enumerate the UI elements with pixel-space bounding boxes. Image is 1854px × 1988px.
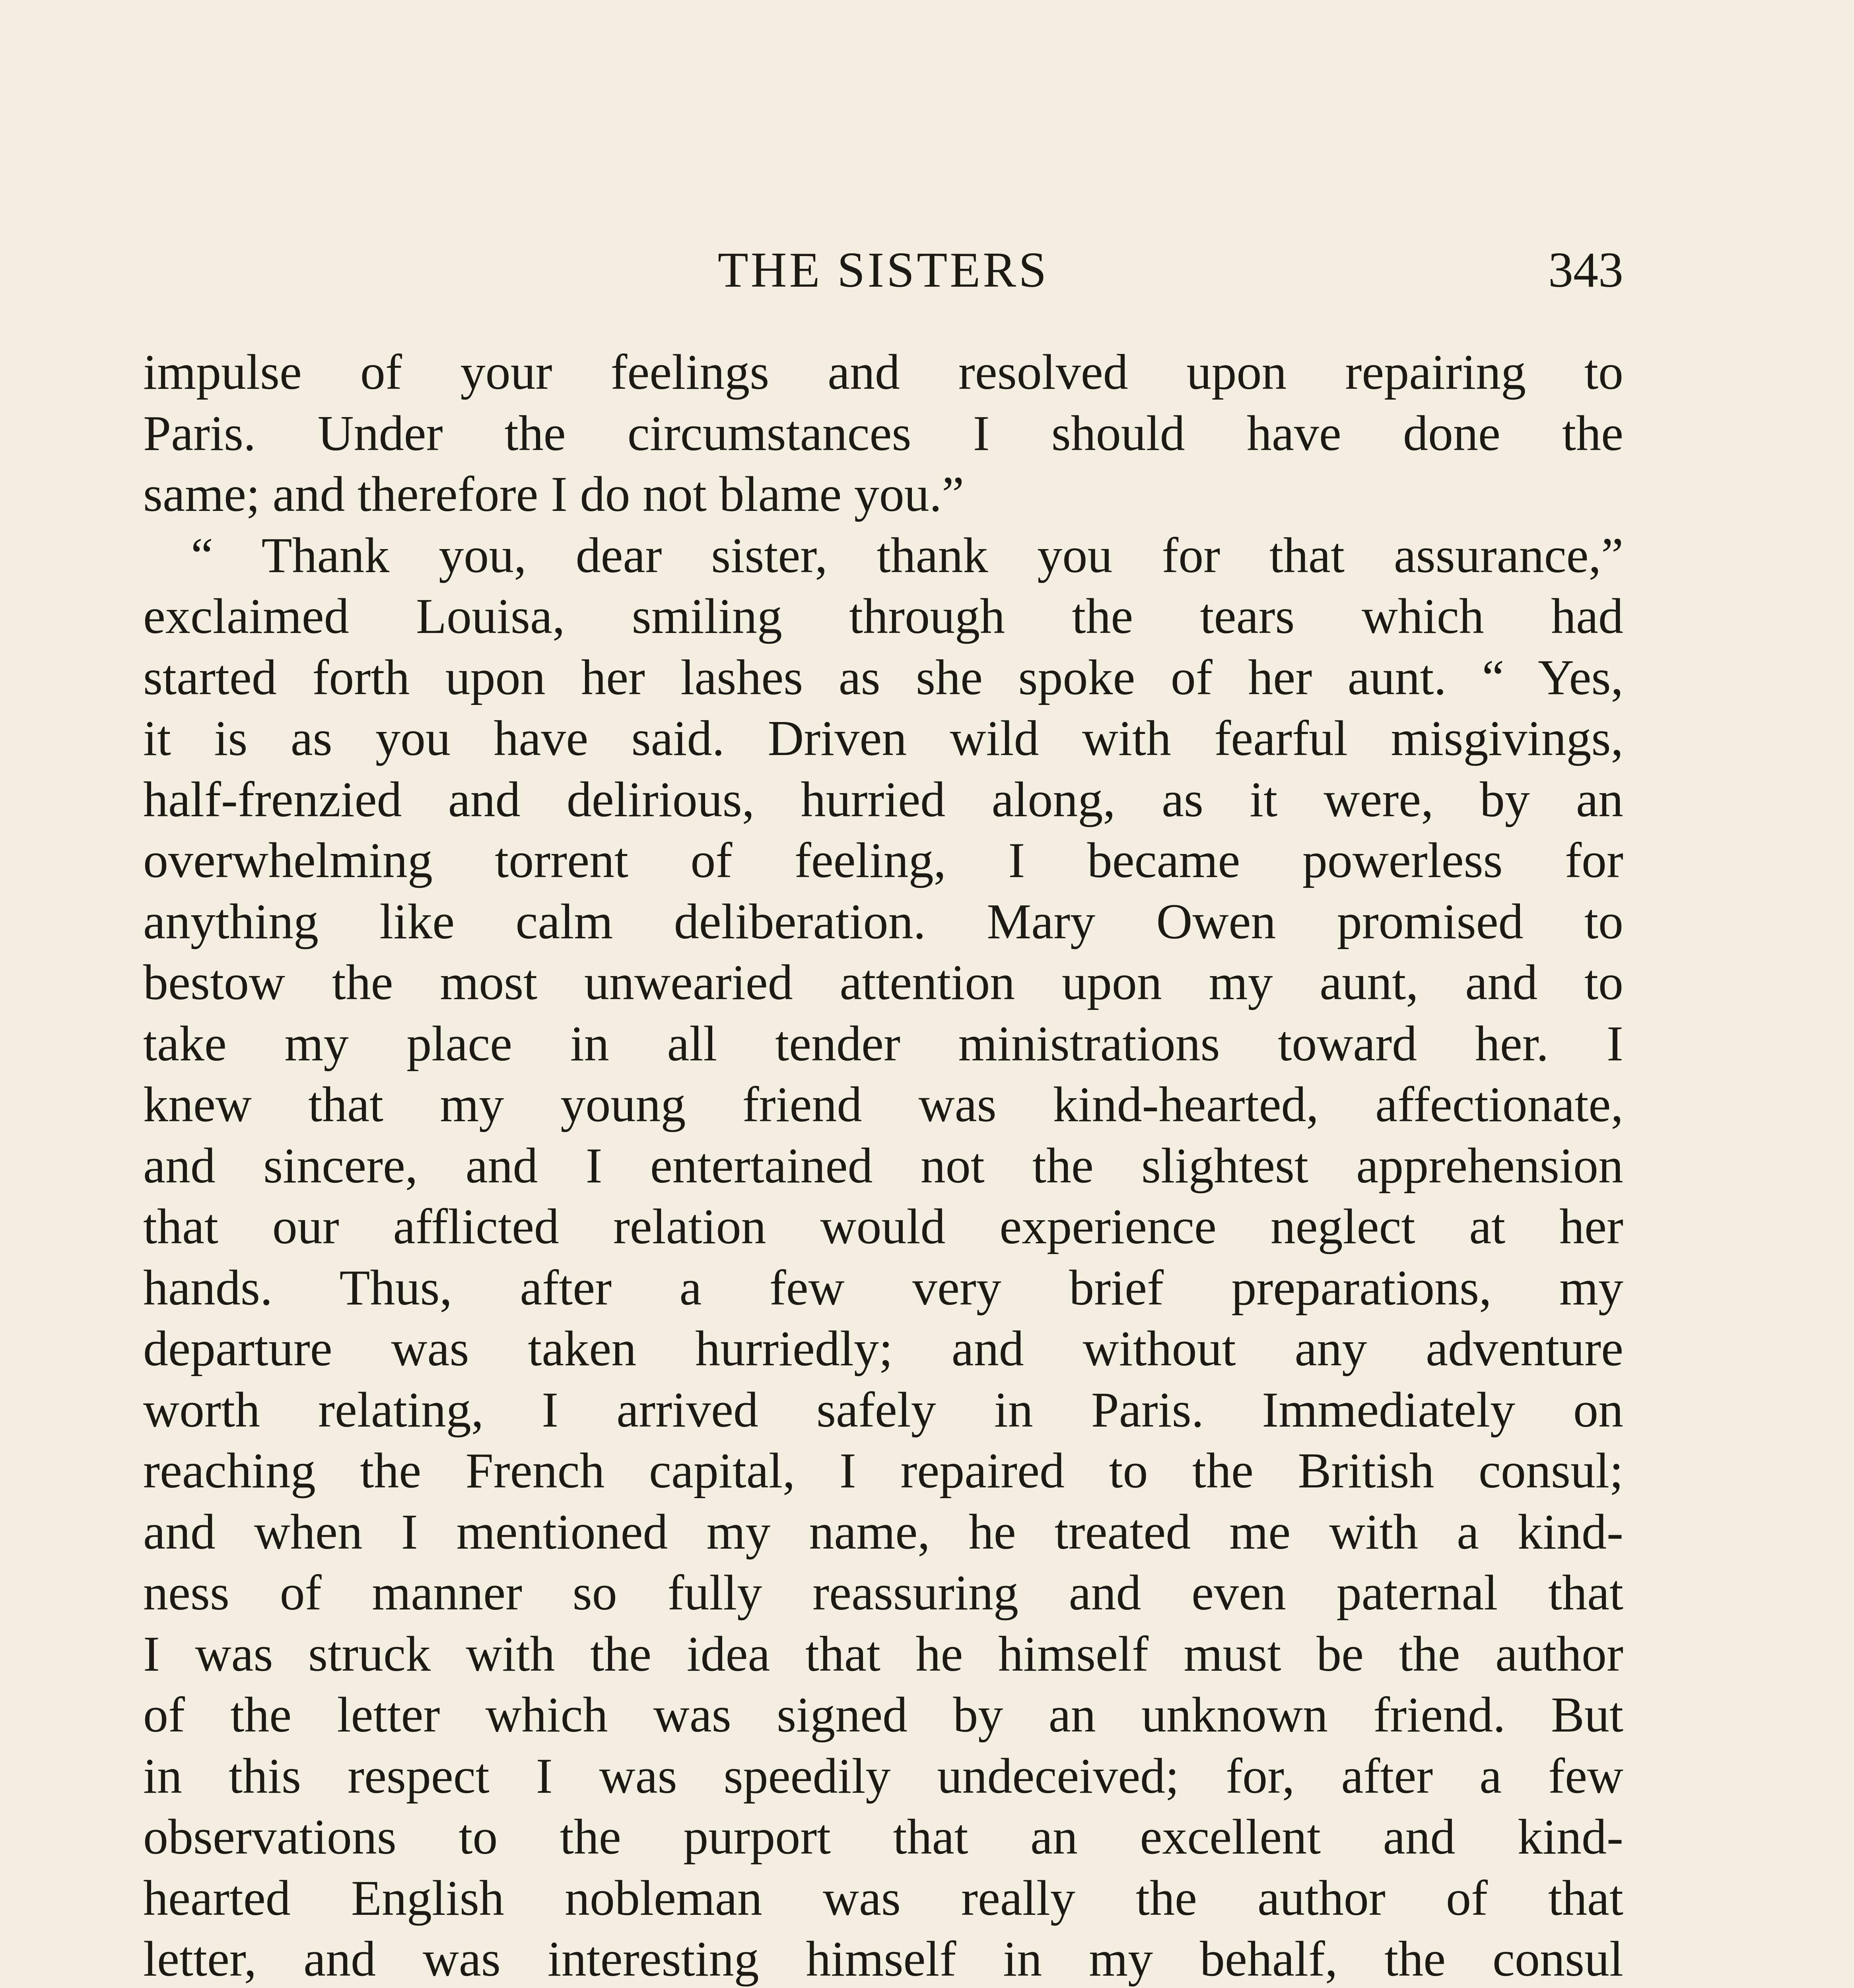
text-line: letter, and was interesting himself in my behalf, the consul xyxy=(143,1932,1623,1987)
text-line: departure was taken hurriedly; and without any adventure xyxy=(143,1321,1623,1376)
text-line: it is as you have said. Driven wild with fearful misgivings, xyxy=(143,711,1623,766)
text-line: half-frenzied and delirious, hurried along, as it were, by an xyxy=(143,772,1623,827)
text-line: Paris. Under the circumstances I should have done the xyxy=(143,406,1623,461)
page-number: 343 xyxy=(1548,243,1623,298)
text-line: overwhelming torrent of feeling, I became powerless for xyxy=(143,833,1623,888)
body-text xyxy=(143,342,1623,1988)
text-line: bestow the most unwearied attention upon my aunt, and to xyxy=(143,955,1623,1010)
text-line: hearted English nobleman was really the author of that xyxy=(143,1870,1623,1926)
paragraph xyxy=(143,342,1623,525)
text-line: observations to the purport that an excellent and kind- xyxy=(143,1809,1623,1865)
text-line: hands. Thus, after a few very brief preparations, my xyxy=(143,1260,1623,1316)
text-line: same; and therefore I do not blame you.” xyxy=(143,467,964,522)
text-line: impulse of your feelings and resolved upon repairing to xyxy=(143,345,1623,400)
text-line: and sincere, and I entertained not the slightest apprehension xyxy=(143,1138,1623,1194)
text-line: anything like calm deliberation. Mary Owen promised to xyxy=(143,894,1623,949)
paragraph xyxy=(143,525,1623,1988)
text-line: worth relating, I arrived safely in Paris. Immediately on xyxy=(143,1382,1623,1438)
text-line: I was struck with the idea that he himself must be the author xyxy=(143,1626,1623,1682)
text-line: exclaimed Louisa, smiling through the tears which had xyxy=(143,589,1623,644)
text-line: in this respect I was speedily undeceived; for, after a few xyxy=(143,1748,1623,1804)
running-title: THE SISTERS xyxy=(717,243,1049,298)
text-line: that our afflicted relation would experience neglect at her xyxy=(143,1199,1623,1254)
text-line: started forth upon her lashes as she spoke of her aunt. “ Yes, xyxy=(143,650,1623,705)
running-head xyxy=(143,235,1623,306)
text-line: “ Thank you, dear sister, thank you for that assurance,” xyxy=(191,528,1623,583)
text-line: reaching the French capital, I repaired to the British consul; xyxy=(143,1443,1623,1499)
text-line: of the letter which was signed by an unknown friend. But xyxy=(143,1687,1623,1743)
text-line: take my place in all tender ministrations toward her. I xyxy=(143,1016,1623,1072)
text-line: ness of manner so fully reassuring and even paternal that xyxy=(143,1565,1623,1621)
text-line: and when I mentioned my name, he treated me with a kind- xyxy=(143,1504,1623,1560)
text-line: knew that my young friend was kind-hearted, affectionate, xyxy=(143,1077,1623,1132)
